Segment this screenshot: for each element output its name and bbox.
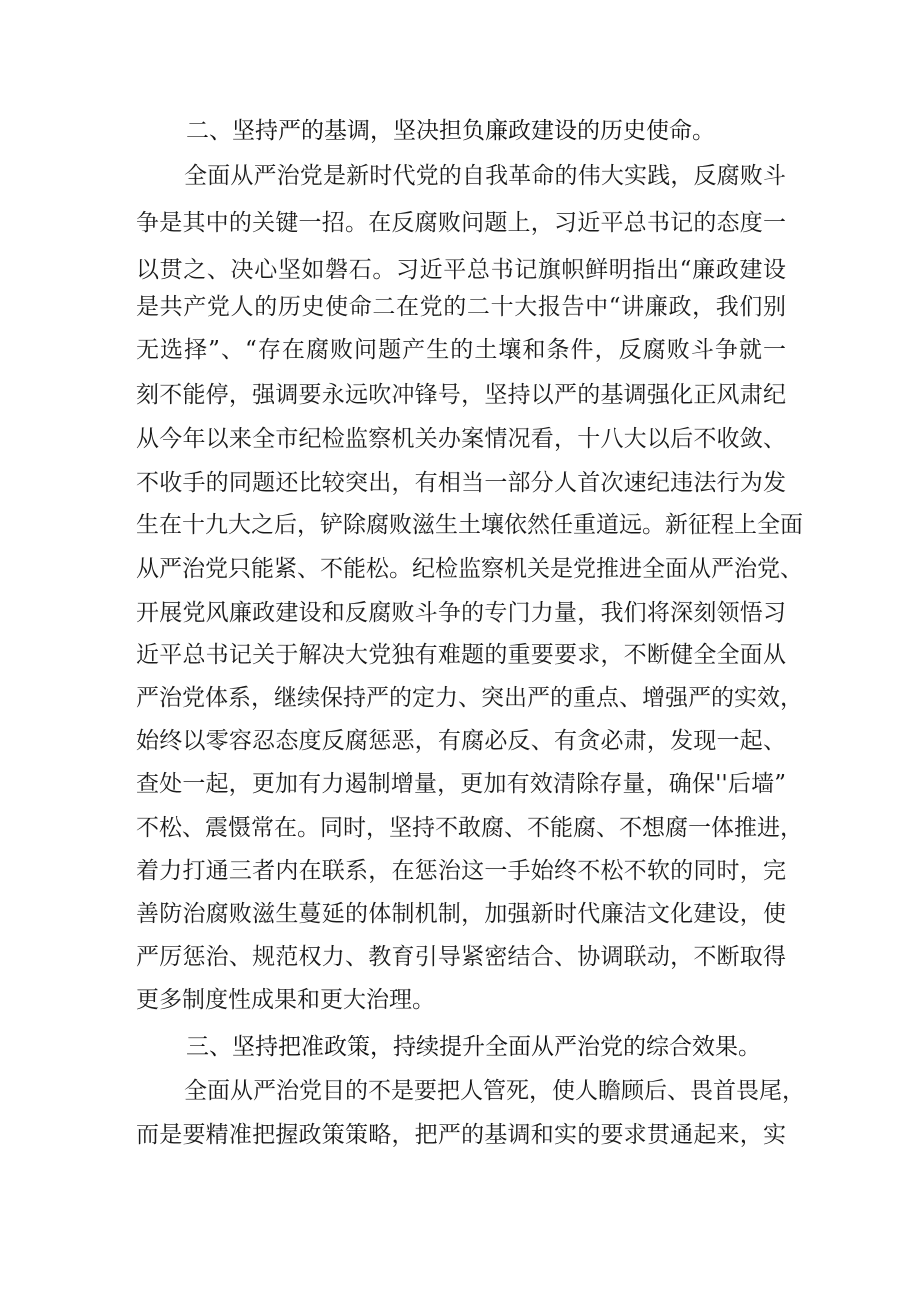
section-heading-3: 三、坚持把准政策，持续提升全面从严治党的综合效果。 (186, 1034, 761, 1060)
paragraph-line: 善防治腐败滋生蔓延的体制机制，加强新时代廉洁文化建设，使 (136, 901, 786, 927)
paragraph-line: 争是其中的关键一招。在反腐败问题上，习近平总书记的态度一 (136, 210, 786, 236)
paragraph-line: 刻不能停，强调要永远吹冲锋号，坚持以严的基调强化正风肃纪 (136, 382, 786, 408)
paragraph-line: 而是要精准把握政策策略，把严的基调和实的要求贯通起来，实 (136, 1122, 786, 1148)
paragraph-line: 不收手的同题还比较突出，有相当一部分人首次速纪违法行为发 (136, 470, 786, 496)
paragraph-line: 从严治党只能紧、不能松。纪检监察机关是党推进全面从严治党、 (136, 556, 803, 582)
paragraph-line: 严厉惩治、规范权力、教育引导紧密结合、协调联动，不断取得 (136, 944, 786, 970)
paragraph-line: 无选择”、“存在腐败问题产生的土壤和条件，反腐败斗争就一 (136, 337, 786, 363)
paragraph-line: 始终以零容忍态度反腐惩恶，有腐必反、有贪必肃，发现一起、 (136, 728, 786, 754)
paragraph-line: 近平总书记关于解决大党独有难题的重要要求，不断健全全面从 (136, 642, 786, 668)
paragraph-line: 更多制度性成果和更大治理。 (136, 987, 435, 1013)
paragraph-line: 是共产党人的历史使命二在党的二十大报告中“讲廉政，我们别 (136, 294, 786, 320)
section-heading-2: 二、坚持严的基调，坚决担负廉政建设的历史使命。 (186, 118, 715, 144)
paragraph-line: 全面从严治党是新时代党的自我革命的伟大实践，反腐败斗 (184, 163, 786, 189)
paragraph-line: 查处一起，更加有力遏制增量，更加有效清除存量，确保''后墙” (136, 771, 786, 797)
paragraph-line: 从今年以来全市纪检监察机关办案情况看，十八大以后不收敛、 (136, 426, 786, 452)
paragraph-line: 开展党风廉政建设和反腐败斗争的专门力量，我们将深刻领悟习 (136, 600, 786, 626)
paragraph-line: 严治党体系，继续保持严的定力、突出严的重点、增强严的实效， (136, 685, 803, 711)
paragraph-line: 生在十九大之后，铲除腐败滋生土壤依然任重道远。新征程上全面 (136, 512, 803, 538)
paragraph-line: 不松、震慑常在。同时，坚持不敢腐、不能腐、不想腐一体推进， (136, 815, 803, 841)
paragraph-line: 全面从严治党目的不是要把人管死，使人瞻顾后、畏首畏尾， (184, 1078, 805, 1104)
paragraph-line: 着力打通三者内在联系，在惩治这一手始终不松不软的同时，完 (136, 858, 786, 884)
paragraph-line: 以贯之、决心坚如磐石。习近平总书记旗帜鲜明指出“廉政建设 (136, 257, 786, 283)
